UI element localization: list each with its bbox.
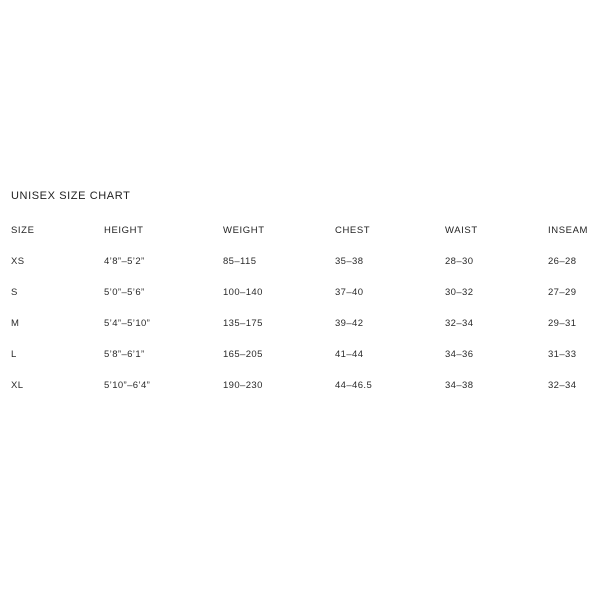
header-weight: WEIGHT	[223, 225, 265, 236]
size-cell: S	[11, 287, 18, 298]
chest-cell: 41–44	[335, 349, 364, 360]
header-inseam: INSEAM	[548, 225, 589, 236]
size-cell: XL	[11, 380, 24, 391]
table-header-row	[0, 220, 600, 251]
waist-cell: 34–36	[445, 349, 474, 360]
page-title: UNISEX SIZE CHART	[11, 190, 131, 202]
chest-cell: 39–42	[335, 318, 364, 329]
waist-cell: 30–32	[445, 287, 474, 298]
table-row	[0, 282, 600, 313]
weight-cell: 190–230	[223, 380, 263, 391]
table-row	[0, 313, 600, 344]
weight-cell: 135–175	[223, 318, 263, 329]
height-cell: 5’0”–5’6”	[104, 287, 145, 298]
size-cell: XS	[11, 256, 25, 267]
inseam-cell: 32–34	[548, 380, 577, 391]
inseam-cell: 31–33	[548, 349, 577, 360]
header-chest: CHEST	[335, 225, 371, 236]
weight-cell: 100–140	[223, 287, 263, 298]
chest-cell: 35–38	[335, 256, 364, 267]
height-cell: 5’10”–6’4”	[104, 380, 151, 391]
inseam-cell: 29–31	[548, 318, 577, 329]
inseam-cell: 27–29	[548, 287, 577, 298]
size-chart-table	[0, 220, 600, 406]
table-row	[0, 251, 600, 282]
size-cell: L	[11, 349, 17, 360]
height-cell: 4’8”–5’2”	[104, 256, 145, 267]
waist-cell: 28–30	[445, 256, 474, 267]
height-cell: 5’4”–5’10”	[104, 318, 151, 329]
table-row	[0, 344, 600, 375]
header-height: HEIGHT	[104, 225, 144, 236]
weight-cell: 165–205	[223, 349, 263, 360]
chest-cell: 44–46.5	[335, 380, 373, 391]
size-cell: M	[11, 318, 20, 329]
chest-cell: 37–40	[335, 287, 364, 298]
height-cell: 5’8”–6’1”	[104, 349, 145, 360]
header-size: SIZE	[11, 225, 35, 236]
inseam-cell: 26–28	[548, 256, 577, 267]
waist-cell: 34–38	[445, 380, 474, 391]
table-row	[0, 375, 600, 406]
weight-cell: 85–115	[223, 256, 257, 267]
header-waist: WAIST	[445, 225, 478, 236]
waist-cell: 32–34	[445, 318, 474, 329]
